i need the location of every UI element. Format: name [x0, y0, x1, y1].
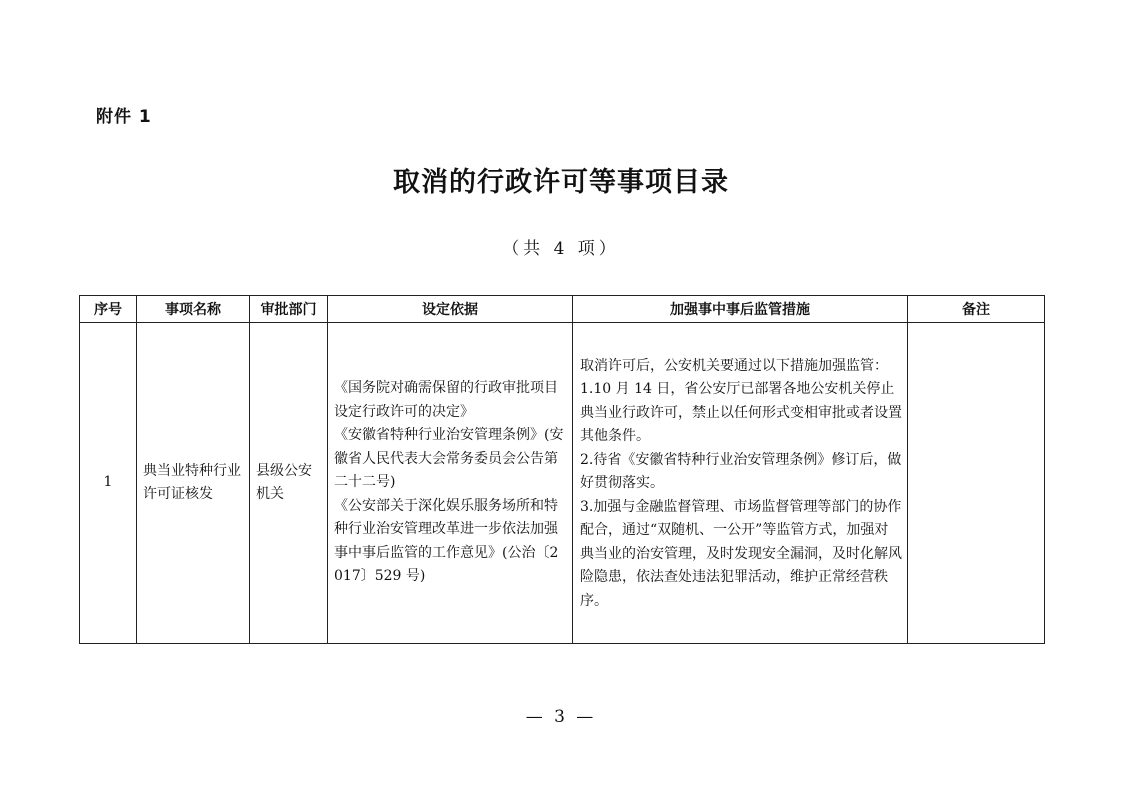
measures-paragraph: 3.加强与金融监督管理、市场监督管理等部门的协作配合，通过“双随机、一公开”等监管方式，加强对典当业的治安管理，及时发现安全漏洞，及时化解风险隐患，依法查处违法犯罪活动，维护正常经营秩序。 [580, 498, 902, 609]
row-department: 县级公安机关 [256, 462, 312, 502]
basis-paragraph: 《国务院对确需保留的行政审批项目设定行政许可的决定》 [334, 380, 558, 420]
item-count-subtitle: （共 4 项） [502, 239, 620, 259]
table-row [80, 323, 1045, 644]
row-basis [328, 377, 572, 589]
cell-measures [573, 323, 908, 644]
row-index: 1 [103, 474, 113, 491]
page-number: — 3 — [525, 707, 597, 727]
measures-paragraph: 1.10 月 14 日，省公安厅已部署各地公安机关停止典当业行政许可，禁止以任何形式变相审批或者设置其他条件。 [580, 381, 902, 445]
header-measures: 加强事中事后监管措施 [573, 296, 908, 323]
cell-department [250, 323, 328, 644]
header-department: 审批部门 [250, 296, 328, 323]
header-basis: 设定依据 [328, 296, 573, 323]
cell-index [80, 323, 137, 644]
row-measures [573, 353, 907, 614]
items-table [79, 295, 1044, 644]
cell-remarks [908, 323, 1045, 644]
header-remarks: 备注 [908, 296, 1045, 323]
attachment-label: 附件 1 [96, 107, 152, 127]
cell-item-name [137, 323, 250, 644]
header-item-name: 事项名称 [137, 296, 250, 323]
table-header-row [80, 296, 1045, 323]
measures-paragraph: 2.待省《安徽省特种行业治安管理条例》修订后，做好贯彻落实。 [580, 451, 902, 492]
page-title: 取消的行政许可等事项目录 [393, 167, 729, 198]
row-item-name: 典当业特种行业许可证核发 [143, 462, 241, 502]
measures-paragraph: 取消许可后，公安机关要通过以下措施加强监管： [580, 357, 888, 374]
header-index: 序号 [80, 296, 137, 323]
basis-paragraph: 《公安部关于深化娱乐服务场所和特种行业治安管理改革进一步依法加强事中事后监管的工作意见》(公治〔2017〕529 号) [334, 497, 559, 585]
cell-basis [328, 323, 573, 644]
basis-paragraph: 《安徽省特种行业治安管理条例》(安徽省人民代表大会常务委员会公告第二十二号) [334, 427, 564, 491]
